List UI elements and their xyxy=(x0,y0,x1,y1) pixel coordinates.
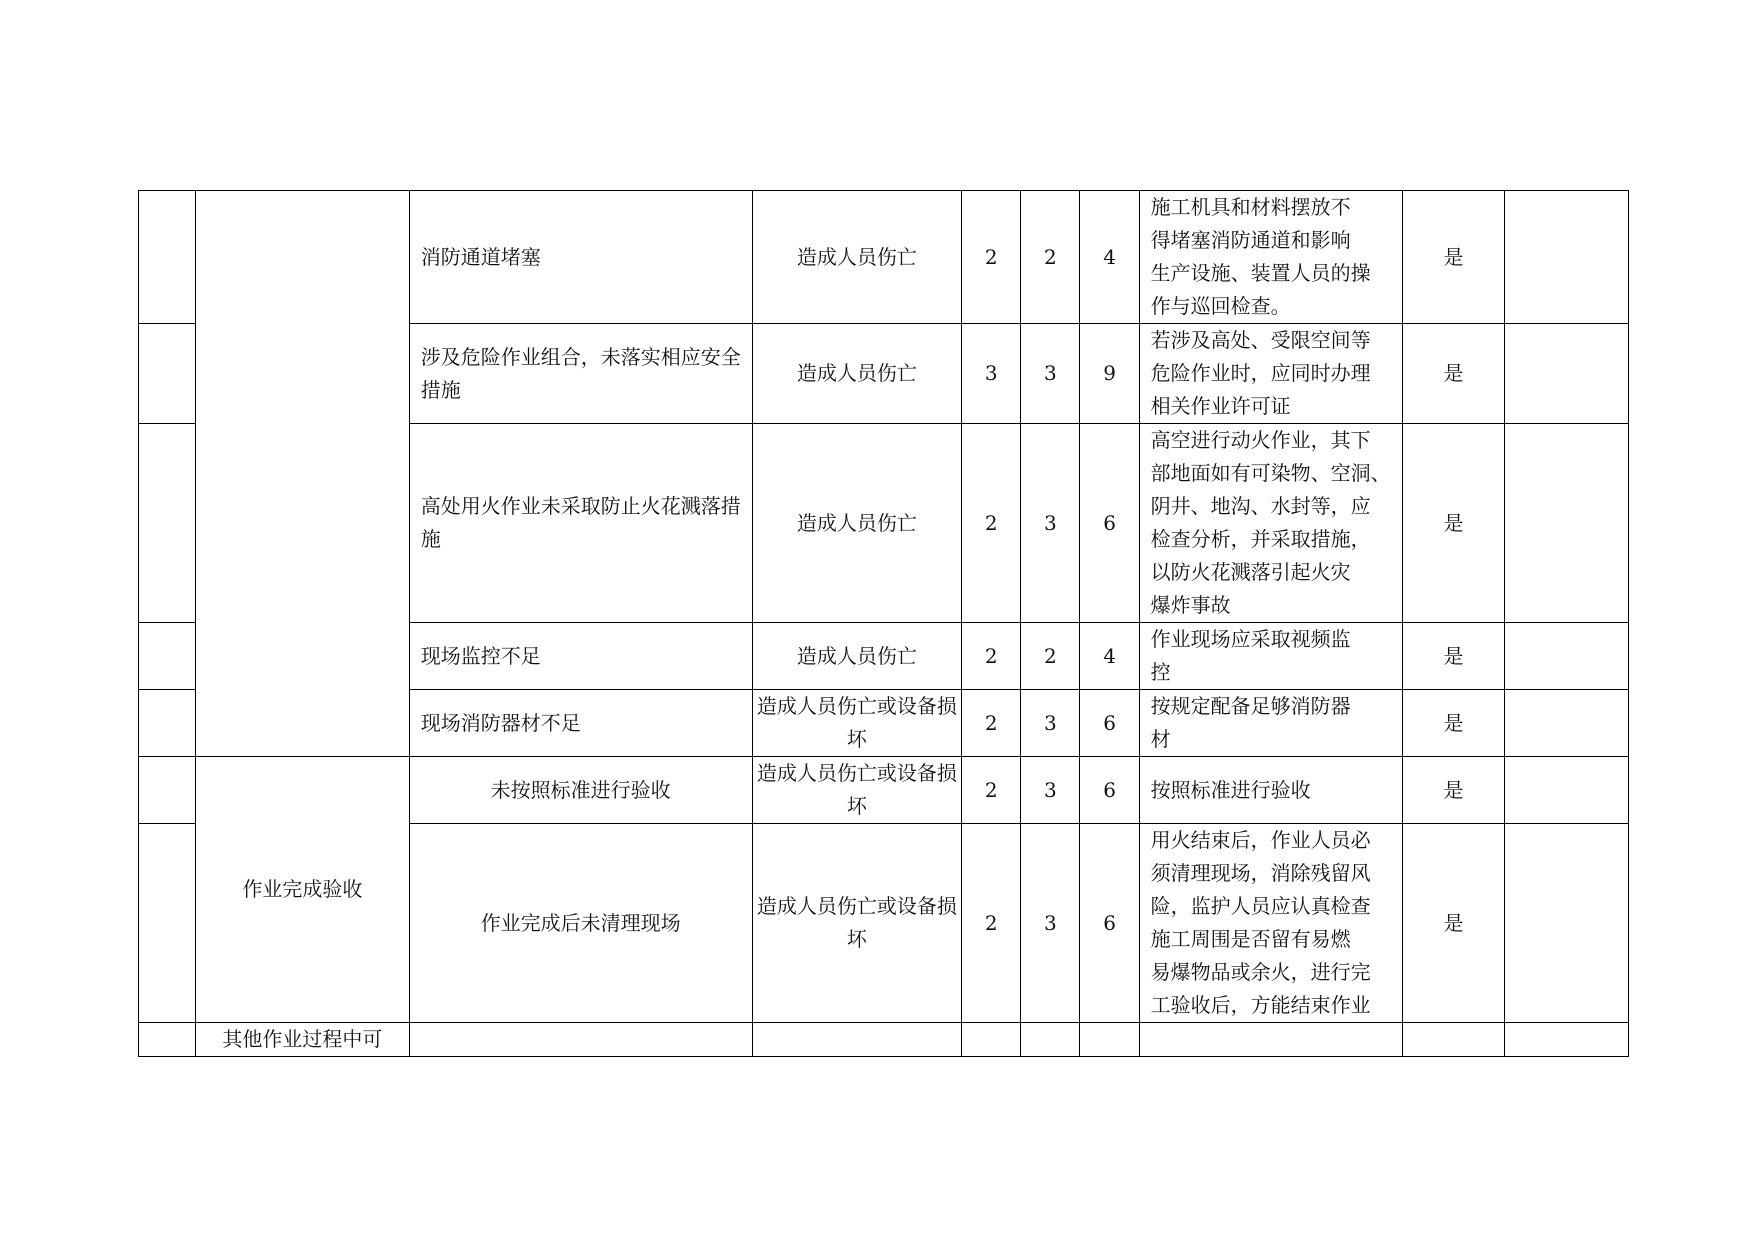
consequence-cell: 造成人员伤亡或设备损坏 xyxy=(752,690,962,757)
measure-line: 阴井、地沟、水封等，应 xyxy=(1150,494,1371,518)
measure-line: 爆炸事故 xyxy=(1150,593,1231,617)
serial-cell xyxy=(139,191,196,324)
likelihood-cell: 3 xyxy=(962,324,1021,424)
control-measure-cell xyxy=(1139,623,1403,690)
hazard-cell: 高处用火作业未采取防止火花溅落措施 xyxy=(409,424,752,623)
serial-cell xyxy=(139,824,196,1023)
risk-value-cell: 4 xyxy=(1080,191,1139,324)
remark-cell xyxy=(1504,1023,1628,1057)
severity-cell: 3 xyxy=(1021,424,1080,623)
consequence-cell: 造成人员伤亡或设备损坏 xyxy=(752,757,962,824)
work-step-cell xyxy=(196,191,410,757)
remark-cell xyxy=(1504,191,1628,324)
serial-cell xyxy=(139,424,196,623)
measure-line: 施工周围是否留有易燃 xyxy=(1150,927,1351,951)
remark-cell xyxy=(1504,824,1628,1023)
consequence-cell: 造成人员伤亡 xyxy=(752,424,962,623)
measure-line: 作与巡回检查。 xyxy=(1150,294,1291,318)
implemented-cell: 是 xyxy=(1403,424,1504,623)
implemented-cell: 是 xyxy=(1403,824,1504,1023)
risk-value-cell: 6 xyxy=(1080,757,1139,824)
severity-cell: 3 xyxy=(1021,690,1080,757)
implemented-cell: 是 xyxy=(1403,191,1504,324)
likelihood-cell: 2 xyxy=(962,690,1021,757)
severity-cell: 3 xyxy=(1021,824,1080,1023)
consequence-cell xyxy=(752,1023,962,1057)
consequence-cell: 造成人员伤亡或设备损坏 xyxy=(752,824,962,1023)
hazard-cell: 涉及危险作业组合，未落实相应安全措施 xyxy=(409,324,752,424)
risk-value-cell: 6 xyxy=(1080,824,1139,1023)
control-measure-cell xyxy=(1139,191,1403,324)
likelihood-cell: 2 xyxy=(962,623,1021,690)
measure-line: 施工机具和材料摆放不 xyxy=(1150,195,1351,219)
control-measure-cell xyxy=(1139,324,1403,424)
serial-cell xyxy=(139,1023,196,1057)
likelihood-cell: 2 xyxy=(962,757,1021,824)
measure-line: 生产设施、装置人员的操 xyxy=(1150,261,1371,285)
risk-value-cell: 6 xyxy=(1080,690,1139,757)
hazard-cell: 现场消防器材不足 xyxy=(409,690,752,757)
likelihood-cell: 2 xyxy=(962,424,1021,623)
control-measure-cell xyxy=(1139,757,1403,824)
measure-line: 工验收后，方能结束作业 xyxy=(1150,993,1371,1017)
remark-cell xyxy=(1504,424,1628,623)
likelihood-cell: 2 xyxy=(962,191,1021,324)
severity-cell: 3 xyxy=(1021,324,1080,424)
control-measure-cell xyxy=(1139,824,1403,1023)
remark-cell xyxy=(1504,757,1628,824)
measure-line: 若涉及高处、受限空间等 xyxy=(1150,328,1371,352)
consequence-cell: 造成人员伤亡 xyxy=(752,191,962,324)
serial-cell xyxy=(139,324,196,424)
severity-cell: 2 xyxy=(1021,623,1080,690)
measure-line: 材 xyxy=(1150,727,1171,751)
measure-line: 检查分析，并采取措施， xyxy=(1150,527,1371,551)
measure-line: 险，监护人员应认真检查 xyxy=(1150,894,1371,918)
measure-line: 用火结束后，作业人员必 xyxy=(1150,828,1371,852)
work-step-cell: 其他作业过程中可 xyxy=(196,1023,410,1057)
measure-line: 控 xyxy=(1150,660,1171,684)
measure-line: 高空进行动火作业，其下 xyxy=(1150,428,1371,452)
likelihood-cell: 2 xyxy=(962,824,1021,1023)
control-measure-cell xyxy=(1139,690,1403,757)
risk-value-cell xyxy=(1080,1023,1139,1057)
table-row xyxy=(139,191,1629,324)
table-row xyxy=(139,1023,1629,1057)
measure-line: 以防火花溅落引起火灾 xyxy=(1150,560,1351,584)
table-row xyxy=(139,757,1629,824)
serial-cell xyxy=(139,623,196,690)
measure-line: 部地面如有可染物、空洞、 xyxy=(1150,461,1391,485)
serial-cell xyxy=(139,690,196,757)
implemented-cell: 是 xyxy=(1403,690,1504,757)
risk-value-cell: 4 xyxy=(1080,623,1139,690)
severity-cell: 2 xyxy=(1021,191,1080,324)
implemented-cell: 是 xyxy=(1403,324,1504,424)
consequence-cell: 造成人员伤亡 xyxy=(752,623,962,690)
measure-line: 按照标准进行验收 xyxy=(1150,777,1311,802)
likelihood-cell xyxy=(962,1023,1021,1057)
implemented-cell: 是 xyxy=(1403,623,1504,690)
remark-cell xyxy=(1504,690,1628,757)
measure-line: 按规定配备足够消防器 xyxy=(1150,694,1351,718)
work-step-cell: 作业完成验收 xyxy=(196,757,410,1023)
measure-line: 易爆物品或余火，进行完 xyxy=(1150,960,1371,984)
implemented-cell: 是 xyxy=(1403,757,1504,824)
remark-cell xyxy=(1504,623,1628,690)
measure-line: 得堵塞消防通道和影响 xyxy=(1150,228,1351,252)
measure-line: 危险作业时，应同时办理 xyxy=(1150,361,1371,385)
hazard-cell: 现场监控不足 xyxy=(409,623,752,690)
hazard-cell xyxy=(409,1023,752,1057)
measure-line: 相关作业许可证 xyxy=(1150,394,1291,418)
risk-value-cell: 6 xyxy=(1080,424,1139,623)
measure-line: 作业现场应采取视频监 xyxy=(1150,627,1351,651)
remark-cell xyxy=(1504,324,1628,424)
serial-cell xyxy=(139,757,196,824)
control-measure-cell xyxy=(1139,1023,1403,1057)
consequence-cell: 造成人员伤亡 xyxy=(752,324,962,424)
severity-cell xyxy=(1021,1023,1080,1057)
control-measure-cell xyxy=(1139,424,1403,623)
risk-assessment-table xyxy=(138,190,1629,1057)
risk-value-cell: 9 xyxy=(1080,324,1139,424)
measure-line: 须清理现场，消除残留风 xyxy=(1150,861,1371,885)
hazard-cell: 未按照标准进行验收 xyxy=(409,757,752,824)
hazard-cell: 作业完成后未清理现场 xyxy=(409,824,752,1023)
severity-cell: 3 xyxy=(1021,757,1080,824)
hazard-cell: 消防通道堵塞 xyxy=(409,191,752,324)
implemented-cell xyxy=(1403,1023,1504,1057)
